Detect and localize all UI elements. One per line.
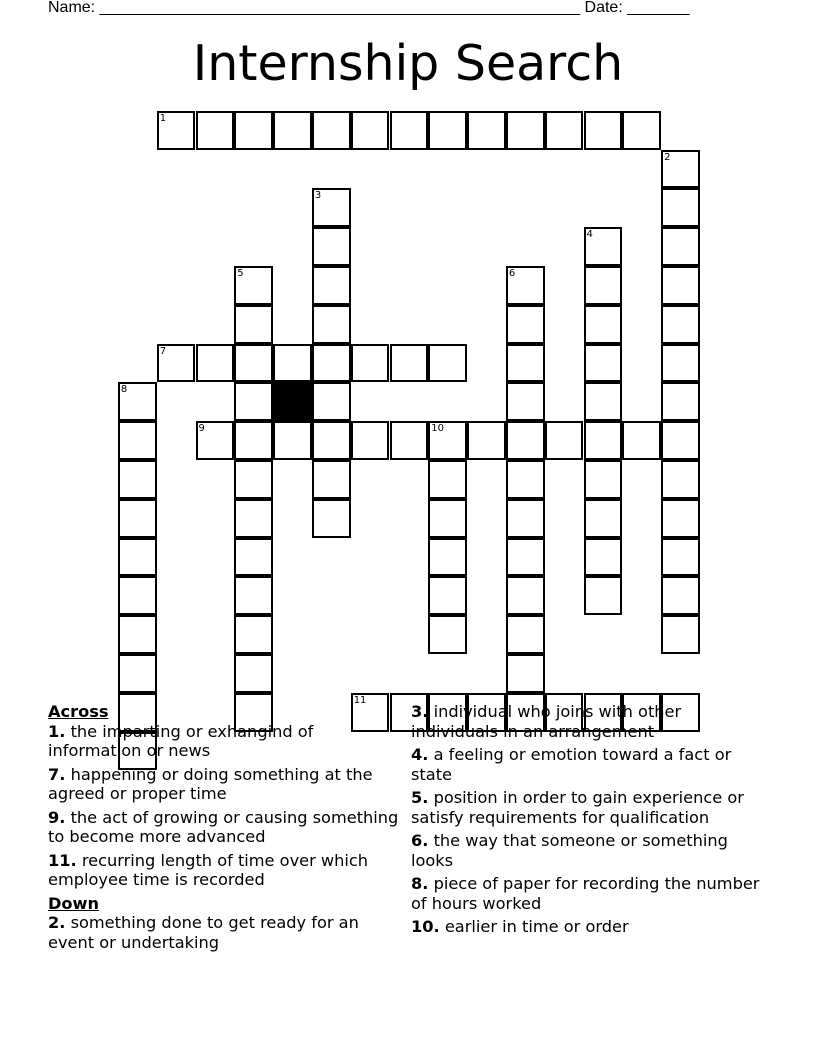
grid-cell[interactable] [467,421,506,460]
grid-cell[interactable] [584,460,623,499]
grid-cell[interactable] [312,344,351,383]
grid-cell[interactable] [661,150,700,189]
clue-number: 11 [353,694,367,706]
grid-cell[interactable] [506,576,545,615]
grid-cell[interactable] [428,460,467,499]
grid-cell[interactable] [661,460,700,499]
grid-cell[interactable] [312,111,351,150]
grid-cell[interactable] [234,382,273,421]
grid-cell[interactable] [661,421,700,460]
grid-cell[interactable] [584,538,623,577]
grid-cell[interactable] [428,615,467,654]
down-clue: 2. something done to get ready for an event or undertaking [48,913,359,952]
clue-number: 8 [120,384,128,396]
grid-cell[interactable] [506,111,545,150]
across-clue: 11. recurring length of time over which employee time is recorded [48,850,369,889]
puzzle-title: Internship Search [192,35,624,92]
down-clue: 10. earlier in time or order [411,917,629,936]
grid-cell[interactable] [506,615,545,654]
grid-cell[interactable] [506,538,545,577]
grid-cell[interactable] [351,344,390,383]
grid-cell[interactable] [234,460,273,499]
grid-cell[interactable] [234,305,273,344]
grid-cell[interactable] [584,344,623,383]
clue-number: 3 [314,190,322,202]
grid-cell[interactable] [506,499,545,538]
grid-cell[interactable] [661,344,700,383]
clues-column-right [411,702,771,941]
grid-cell[interactable] [312,227,351,266]
grid-cell[interactable] [118,538,157,577]
grid-cell[interactable] [157,344,196,383]
grid-cell[interactable] [234,576,273,615]
grid-cell[interactable] [584,499,623,538]
across-clue: 7. happening or doing something at the agreed or proper time [48,764,373,803]
grid-cell[interactable] [661,576,700,615]
grid-cell[interactable] [584,576,623,615]
grid-cell[interactable] [234,421,273,460]
grid-cell[interactable] [312,305,351,344]
clues-column-left [48,702,400,956]
grid-cell[interactable] [506,266,545,305]
grid-cell[interactable] [661,227,700,266]
grid-cell[interactable] [234,499,273,538]
grid-cell[interactable] [273,344,312,383]
grid-cell[interactable] [428,111,467,150]
grid-cell[interactable] [118,382,157,421]
clue-number: 9 [198,423,205,435]
clue-number: 1 [159,112,167,124]
grid-cell[interactable] [234,538,273,577]
grid-cell[interactable] [196,344,235,383]
grid-cell[interactable] [234,654,273,693]
down-clue: 5. position in order to gain experience or satisfy requirements for qualification [411,788,744,827]
grid-cell[interactable] [312,499,351,538]
grid-cell[interactable] [506,382,545,421]
grid-cell[interactable] [312,421,351,460]
grid-cell[interactable] [118,615,157,654]
grid-cell[interactable] [390,344,429,383]
grid-cell[interactable] [661,615,700,654]
grid-cell[interactable] [545,111,584,150]
grid-cell[interactable] [506,654,545,693]
grid-cell[interactable] [467,111,506,150]
down-clue: 6. the way that someone or something looks [411,831,728,870]
grid-cell[interactable] [661,305,700,344]
grid-cell[interactable] [584,305,623,344]
grid-cell[interactable] [506,421,545,460]
grid-cell[interactable] [622,111,661,150]
grid-cell[interactable] [234,344,273,383]
clue-number: 4 [586,229,593,241]
grid-cell[interactable] [234,266,273,305]
grid-cell[interactable] [390,111,429,150]
clue-number: 7 [159,345,167,357]
down-clue: 8. piece of paper for recording the number of hours worked [411,874,760,913]
grid-cell[interactable] [661,538,700,577]
grid-cell[interactable] [584,227,623,266]
grid-cell[interactable] [273,111,312,150]
down-clue: 4. a feeling or emotion toward a fact or state [411,745,732,784]
grid-cell[interactable] [428,576,467,615]
grid-cell[interactable] [661,499,700,538]
grid-cell[interactable] [351,111,390,150]
grid-cell[interactable] [118,460,157,499]
across-heading: Across [48,702,109,721]
grid-cell[interactable] [506,305,545,344]
grid-cell[interactable] [157,111,196,150]
clue-number: 6 [508,268,516,279]
grid-cell[interactable] [118,421,157,460]
across-clue: 9. the act of growing or causing something to become more advanced [48,807,399,846]
grid-cell[interactable] [428,499,467,538]
grid-cell[interactable] [234,615,273,654]
across-clue: 1. the imparting or exhangind of information or news [48,721,314,760]
grid-cell[interactable] [584,421,623,460]
grid-cell[interactable] [584,266,623,305]
grid-cell[interactable] [118,576,157,615]
grid-cell[interactable] [428,421,467,460]
grid-cell[interactable] [428,344,467,383]
grid-cell[interactable] [118,654,157,693]
down-clue: 3. individual who joins with other individuals in an arrangement [411,702,682,741]
grid-cell[interactable] [506,460,545,499]
grid-cell[interactable] [196,111,235,150]
clue-number: 5 [237,268,244,279]
clue-number: 2 [664,151,671,163]
grid-cell[interactable] [390,421,429,460]
grid-cell[interactable] [312,188,351,227]
grid-cell[interactable] [273,421,312,460]
grid-cell[interactable] [545,421,584,460]
grid-cell[interactable] [312,460,351,499]
down-heading: Down [48,893,100,913]
grid-cell[interactable] [661,382,700,421]
grid-cell[interactable] [351,421,390,460]
name-date-line: Name: ______________________________________________________ Date: _______ [48,0,690,16]
blocked-cell [273,382,312,421]
grid-cell[interactable] [661,266,700,305]
grid-cell[interactable] [661,188,700,227]
grid-cell[interactable] [428,538,467,577]
grid-cell[interactable] [196,421,235,460]
grid-cell[interactable] [584,382,623,421]
grid-cell[interactable] [312,266,351,305]
clue-number: 10 [431,423,445,435]
grid-cell[interactable] [622,421,661,460]
grid-cell[interactable] [234,111,273,150]
grid-cell[interactable] [584,111,623,150]
grid-cell[interactable] [118,499,157,538]
grid-cell[interactable] [312,382,351,421]
grid-cell[interactable] [506,344,545,383]
